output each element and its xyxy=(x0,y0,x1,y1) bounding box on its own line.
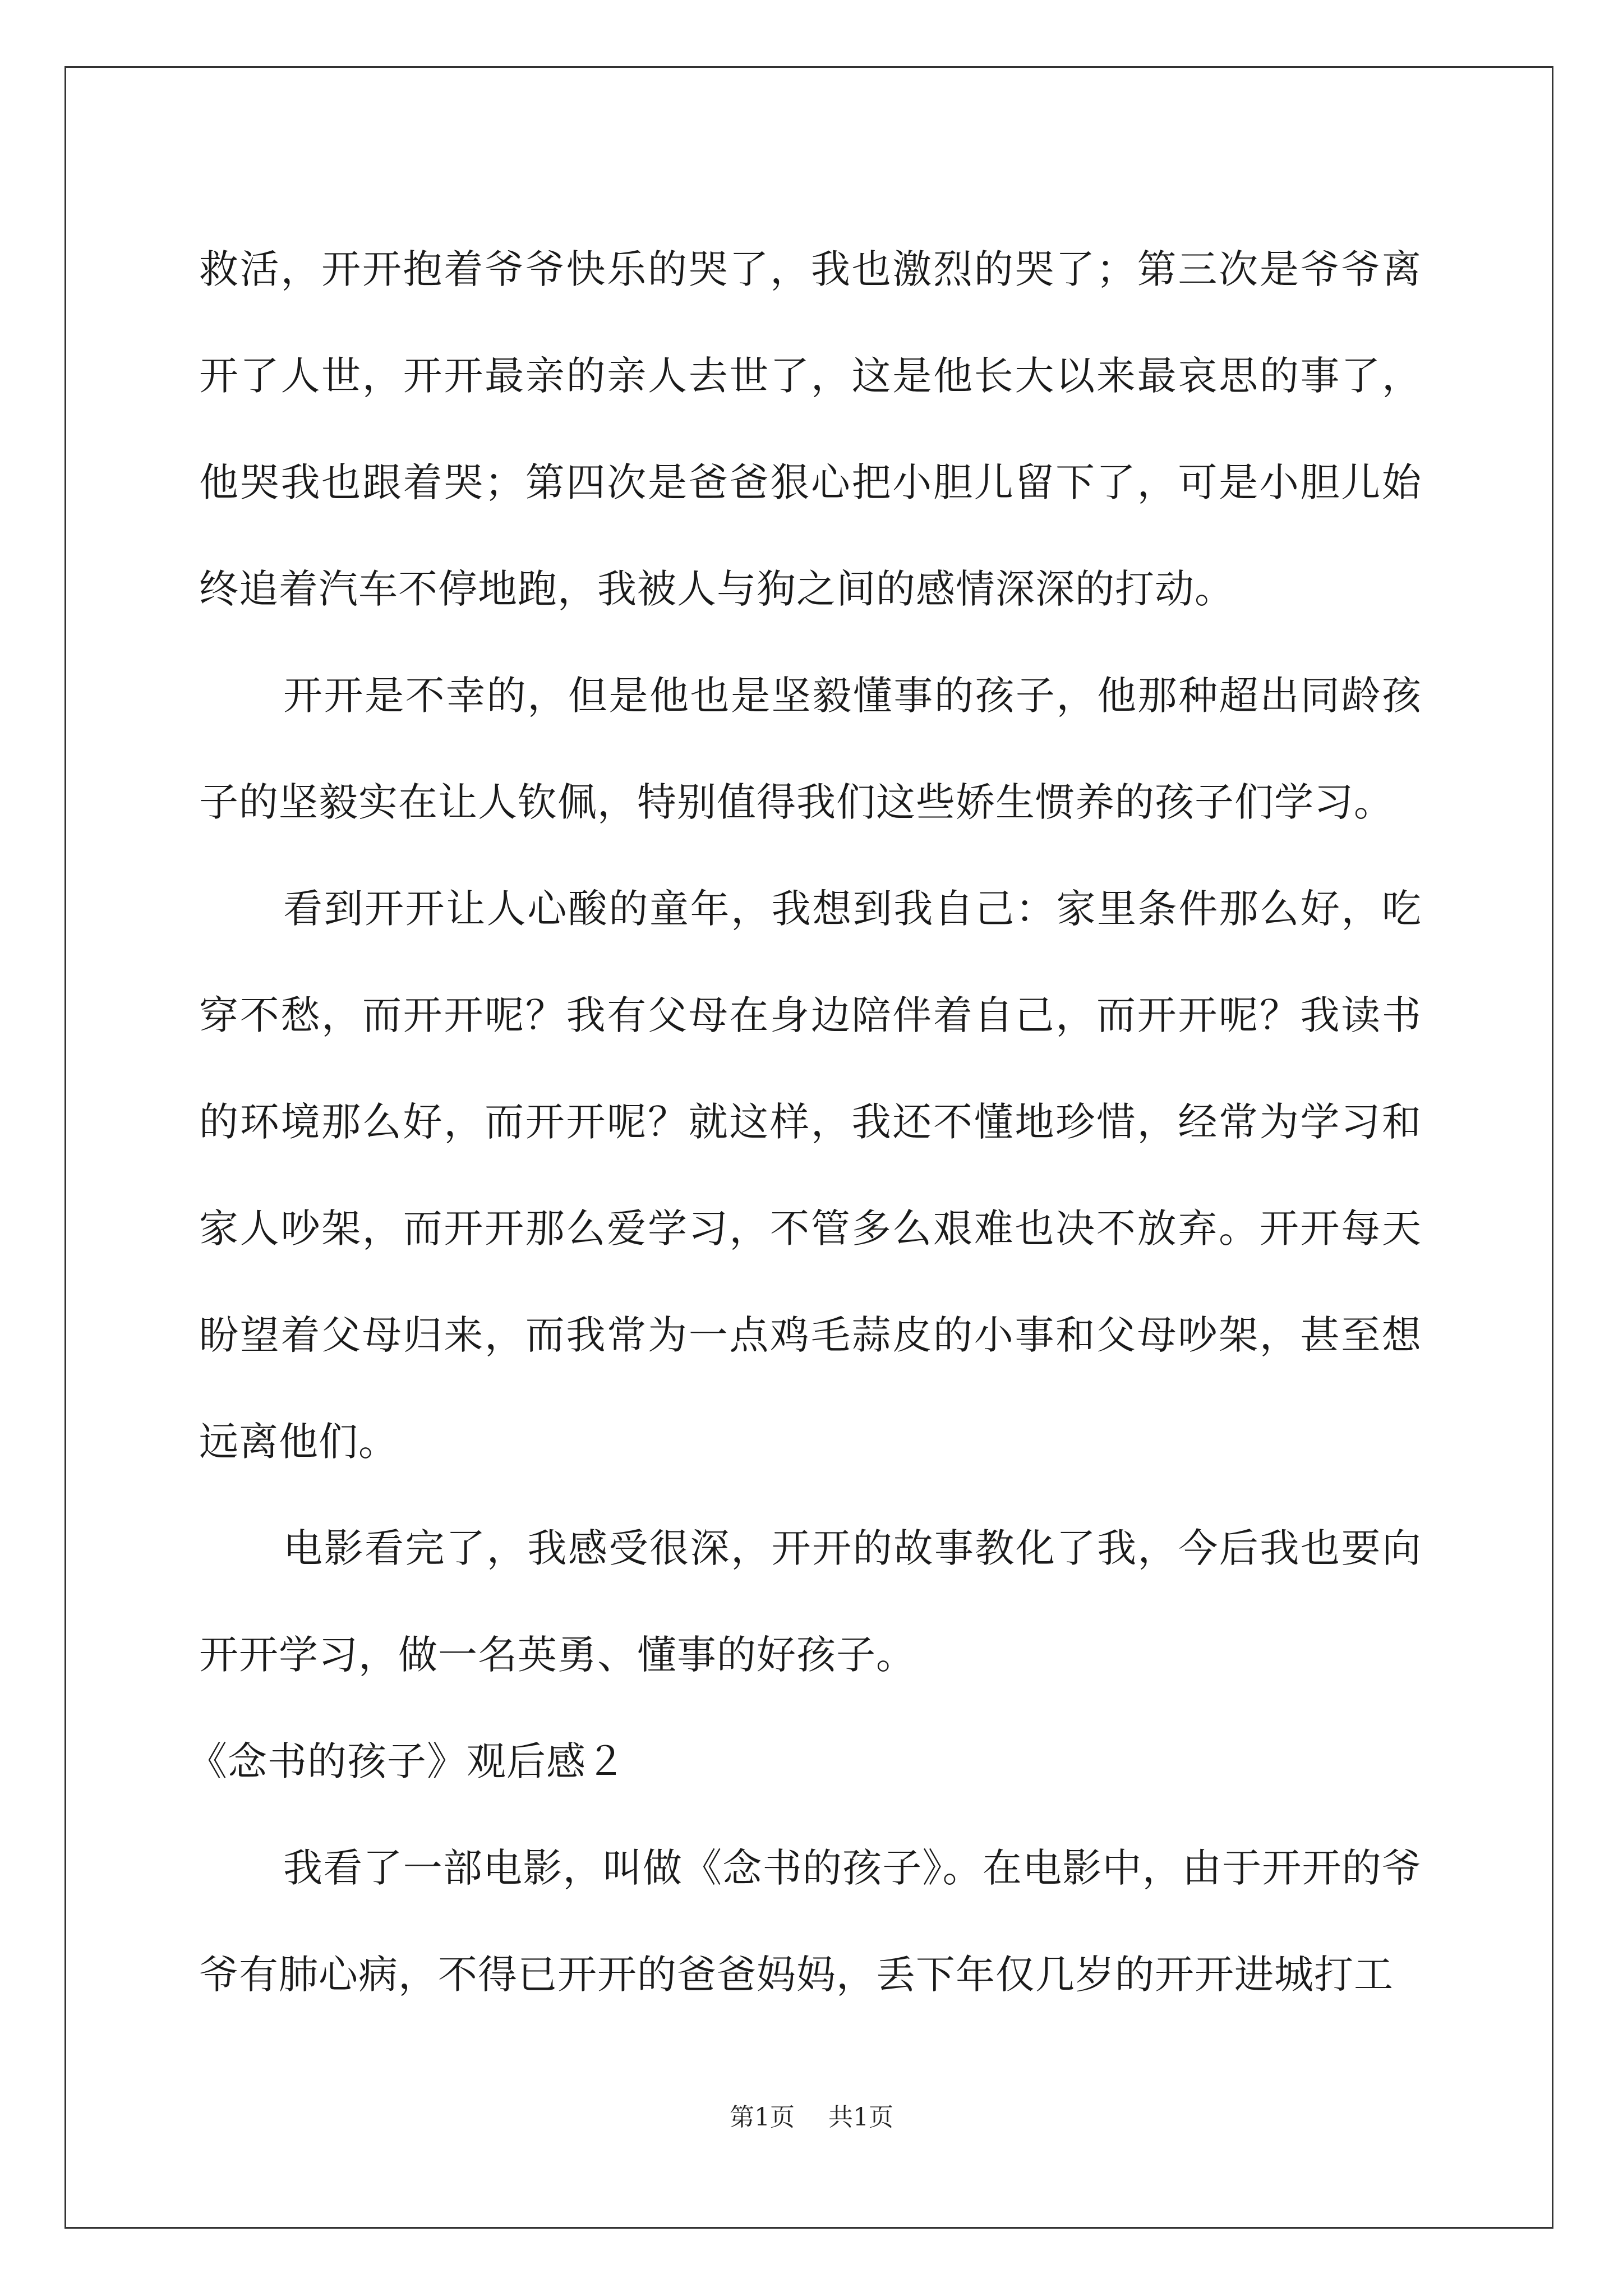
paragraph-1: 救活，开开抱着爷爷快乐的哭了，我也激烈的哭了；第三次是爷爷离开了人世，开开最亲的亲人去世了，这是他长大以来最哀思的事了，他哭我也跟着哭；第四次是爸爸狠心把小胆儿留下了，可是小胆儿始终追着汽车不停地跑，我被人与狗之间的感情深深的打动。 xyxy=(199,246,1422,612)
section-heading: 《念书的孩子》观后感２ xyxy=(188,1738,626,1784)
paragraph-5: 我看了一部电影，叫做《念书的孩子》。在电影中，由于开开的爷爷有肺心病，不得已开开的爸爸妈妈，丢下年仅几岁的开开进城打工 xyxy=(199,1845,1422,1998)
page-footer xyxy=(0,2101,1623,2134)
document-body xyxy=(188,216,1422,2028)
page-number: 第1页 xyxy=(730,2103,795,2132)
page-total: 共1页 xyxy=(828,2103,893,2132)
paragraph-3: 看到开开让人心酸的童年，我想到我自己：家里条件那么好，吃穿不愁，而开开呢？我有父母在身边陪伴着自己，而开开呢？我读书的环境那么好，而开开呢？就这样，我还不懂地珍惜，经常为学习和家人吵架，而开开那么爱学习，不管多么艰难也决不放弃。开开每天盼望着父母归来，而我常为一点鸡毛蒜皮的小事和父母吵架，甚至想远离他们。 xyxy=(199,886,1422,1465)
paragraph-2: 开开是不幸的，但是他也是坚毅懂事的孩子，他那种超出同龄孩子的坚毅实在让人钦佩，特别值得我们这些娇生惯养的孩子们学习。 xyxy=(199,673,1422,825)
paragraph-4: 电影看完了，我感受很深，开开的故事教化了我，今后我也要向开开学习，做一名英勇、懂事的好孩子。 xyxy=(199,1525,1422,1678)
